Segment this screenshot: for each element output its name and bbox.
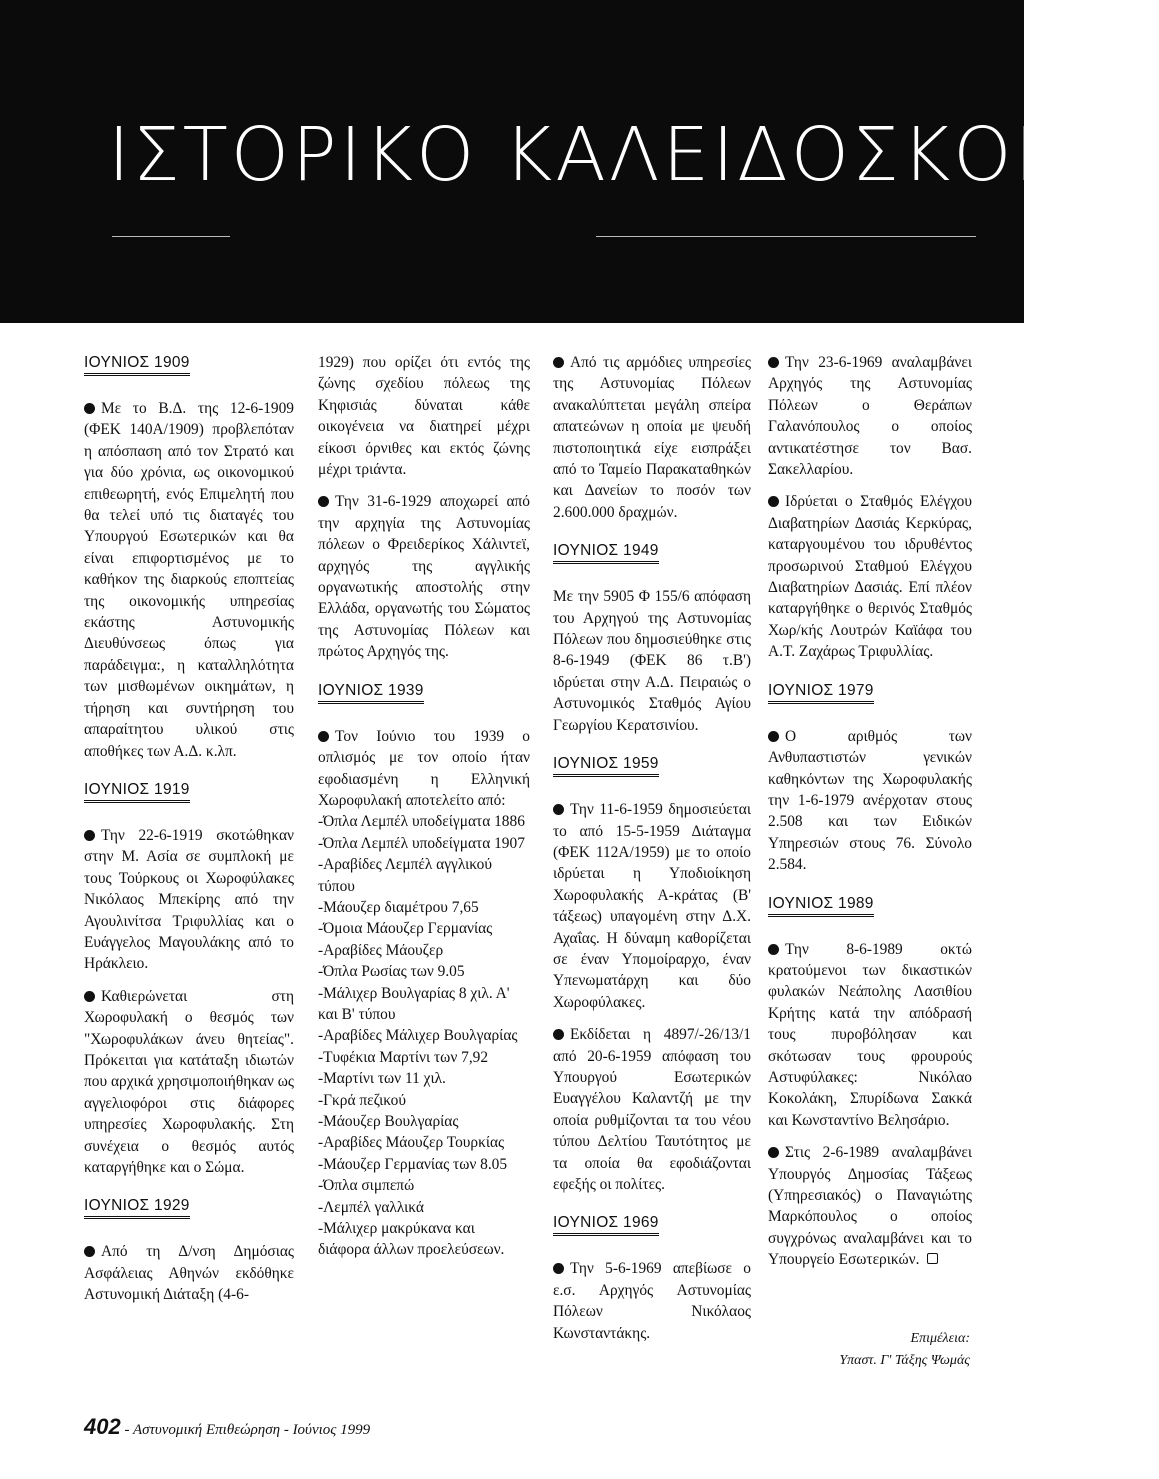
bullet-icon [553,357,564,368]
bullet-icon [553,1263,564,1274]
paragraph-text: 1929) που ορίζει ότι εντός της ζώνης σχεδίου πόλεως της Κηφισιάς δύναται κάθε οικογένεια να διατηρεί μέχρι είκοσι όρνιθες και εκτός ζώνης μέχρι τριάντα. [318,354,530,479]
end-mark-icon [927,1253,938,1264]
paragraph-text: Εκδίδεται η 4897/-26/13/1 από 20-6-1959 απόφαση του Υπουργού Εσωτερικών Ευαγγέλου Καλαντζή με την οποία ρυθμίζονται τα του νέου τύπου Δελτίου Ταυτότητος με τα οποία θα εφοδιάζονται εφεξής οι πολίτες. [553,1026,751,1193]
paragraph [553,1024,751,1195]
section-heading: ΙΟΥΝΙΟΣ 1959 [553,755,659,777]
section-heading: ΙΟΥΝΙΟΣ 1969 [553,1214,659,1236]
paragraph-text: Καθιερώνεται στη Χωροφυλακή ο θεσμός των "Χωροφυλάκων άνευ θητείας". Πρόκειται για κατάταξη ιδιωτών που αρχικά χρησιμοποιήθηκαν ως αγγελιοφόροι στις διάφορες υπηρεσίες Χωροφυλακής. Στη συνέχεια ο θεσμός αυτός καταργήθηκε και ο Σώμα. [84,987,294,1176]
section-heading: ΙΟΥΝΙΟΣ 1979 [768,682,874,704]
paragraph [318,491,530,662]
paragraph [553,1258,751,1344]
paragraph-text: Στις 2-6-1989 αναλαμβάνει Υπουργός Δημοσίας Τάξεως (Υπηρεσιακός) ο Παναγιώτης Μαρκόπουλος ο οποίος συγχρόνως αναλαμβάνει και το Υπουργείο Εσωτερικών. [768,1144,972,1269]
paragraph [84,398,294,762]
paragraph [84,986,294,1179]
paragraph-text: Από τις αρμόδιες υπηρεσίες της Αστυνομίας Πόλεων ανακαλύπτεται μεγάλη σπείρα απατεώνων η οποία με ψευδή πιστοποιητικά είχε εισπράξει από το Ταμείο Παρακαταθηκών και Δανείων το ποσόν των 2.600.000 δραχμών. [553,354,751,521]
list-item: -Όπλα Λεμπέλ υποδείγματα 1907 [318,834,525,852]
bullet-icon [768,731,779,742]
bullet-icon [553,804,564,815]
list-item: -Αραβίδες Λεμπέλ αγγλικού τύπου [318,856,492,895]
list-item: -Γκρά πεζικού [318,1091,406,1109]
paragraph-text: Την 31-6-1929 αποχωρεί από την αρχηγία της Αστυνομίας πόλεων ο Φρειδερίκος Χάλιντεϊ, αρχηγός της αγγλικής οργανωτικής αποστολής στην Ελλάδα, οργανωτής του Σώματος της Αστυνομίας Πόλεων και πρώτος Αρχηγός της. [318,493,530,661]
bullet-icon [768,496,779,507]
section-heading: ΙΟΥΝΙΟΣ 1909 [84,354,190,376]
bullet-icon [553,1029,564,1040]
paragraph [84,1241,294,1305]
section-heading: ΙΟΥΝΙΟΣ 1919 [84,781,190,803]
paragraph [553,352,751,523]
paragraph [553,799,751,1013]
paragraph-text: Την 23-6-1969 αναλαμβάνει Αρχηγός της Αστυνομίας Πόλεων ο Θεράπων Γαλανόπουλος ο οποίος αντικατέστησε τον Βασ. Σακελλαρίου. [768,354,972,479]
page-title: ΙΣΤΟΡΙΚΟ ΚΑΛΕΙΔΟΣΚΟΠΙΟ [108,112,1159,198]
section-heading: ΙΟΥΝΙΟΣ 1949 [553,542,659,564]
bullet-icon [84,403,95,414]
section-heading: ΙΟΥΝΙΟΣ 1929 [84,1197,190,1219]
paragraph [768,726,972,876]
paragraph [318,352,530,480]
section-heading: ΙΟΥΝΙΟΣ 1989 [768,895,874,917]
list-item: -Μάουζερ Γερμανίας των 8.05 [318,1155,508,1173]
paragraph-text: Ο αριθμός των Ανθυπαστιστών γενικών καθηκόντων της Χωροφυλακής την 1-6-1979 ανέρχοταν στους 2.508 και των Ειδικών Υπηρεσιών στους 76. Σύνολο 2.584. [768,727,972,874]
bullet-icon [318,731,329,742]
list-item: -Μάουζερ Βουλγαρίας [318,1113,459,1130]
footer-text: - Αστυνομική Επιθεώρηση - Ιούνιος 1999 [120,1422,371,1438]
banner-rule [596,236,976,237]
paragraph [768,491,972,662]
paragraph-text: Ιδρύεται ο Σταθμός Ελέγχου Διαβατηρίων Δασιάς Κερκύρας, καταργουμένου του ιδρυθέντος προσωρινού Σταθμού Ελέγχου Διαβατηρίων Δασιάς. Επί πλέον καταργήθηκε ο θερινός Σταθμός Χωρ/κής Λουτρών Καϊάφα του Α.Τ. Ζαχάρως Τριφυλλίας. [768,493,972,661]
column-4 [768,352,972,1282]
list-item: -Όπλα Ρωσίας των 9.05 [318,963,465,981]
paragraph [553,586,751,736]
list-item: -Όπλα σιμπεπώ [318,1177,415,1195]
section-heading: ΙΟΥΝΙΟΣ 1939 [318,682,424,704]
column-1 [84,352,294,1317]
paragraph-text: Με το Β.Δ. της 12-6-1909 (ΦΕΚ 140Α/1909) προβλεπόταν η απόσπαση από τον Στρατό και για δύο χρόνια, ως οικονομικού επιθεωρητή, ενός Επιμελητή που θα τελεί υπό τις διαταγές του Υπουργού Εσωτερικών και θα είναι επιφορτισμένος με το καθήκον της διαρκούς εποπτείας της οικονομικής υπηρεσίας εκάστης Αστυνομικής Διευθύνσεως όπως για παράδειγμα:, η καταλληλότητα των μισθωμένων οικημάτων, η τήρηση και συντήρηση του απαραίτητου υλικού στις αποθήκες των Α.Δ. κ.λπ. [84,400,294,760]
paragraph [84,825,294,975]
banner-rule [112,236,230,237]
page-number: 402 [84,1414,121,1439]
list-item: -Μάλιχερ μακρύκανα και διάφορα άλλων προελεύσεων. [318,1220,505,1259]
list-item: -Αραβίδες Μάλιχερ Βουλγαρίας [318,1027,518,1045]
bullet-icon [318,496,329,507]
paragraph-text: Από τη Δ/νση Δημόσιας Ασφάλειας Αθηνών εκδόθηκε Αστυνομική Διάταξη (4-6- [84,1243,294,1304]
paragraph-text: Την 11-6-1959 δημοσιεύεται το από 15-5-1959 Διάταγμα (ΦΕΚ 112Α/1959) με το οποίο ιδρύεται η Υποδιοίκηση Χωροφυλακής Α-κράτας (Β' τάξεως) υπαγομένη στην Δ.Χ. Αχαΐας. Η δύναμη καθορίζεται σε έναν Υπομοίραρχο, έναν Υπενωματάρχη και δύο Χωροφύλακες. [553,801,751,1011]
list-item: -Μάλιχερ Βουλγαρίας 8 χιλ. Α' και Β' τύπου [318,984,510,1023]
title-banner [0,0,1159,323]
bullet-icon [768,944,779,955]
list-item: -Λεμπέλ γαλλικά [318,1198,424,1216]
list-item: -Όμοια Μάουζερ Γερμανίας [318,920,493,938]
column-2 [318,352,530,1261]
bullet-icon [84,830,95,841]
paragraph-text: Με την 5905 Φ 155/6 απόφαση του Αρχηγού της Αστυνομίας Πόλεων που δημοσιεύθηκε στις 8-6-1949 (ΦΕΚ 86 τ.Β') ιδρύεται στην Α.Δ. Πειραιώς ο Αστυνομικός Σταθμός Αγίου Γεωργίου Κερατσινίου. [553,588,751,734]
page-footer [84,1414,370,1440]
bullet-icon [84,1246,95,1257]
bullet-icon [84,991,95,1002]
bullet-icon [768,1147,779,1158]
signature-label: Επιμέλεια: [910,1331,970,1346]
list-item: -Μαρτίνι των 11 χιλ. [318,1070,446,1088]
paragraph-text: Την 5-6-1969 απεβίωσε ο ε.σ. Αρχηγός Αστυνομίας Πόλεων Νικόλαος Κωνσταντάκης. [553,1260,751,1342]
paragraph-text: Την 8-6-1989 οκτώ κρατούμενοι των δικαστικών φυλακών Νεάπολης Λασιθίου Κρήτης κατά την απόδρασή τους πυροβόλησαν και σκότωσαν τους φρουρούς Αστυφύλακες: Νικόλαο Κοκολάκη, Σπυρίδωνα Σακκά και Κωνσταντίνο Βελησάριο. [768,940,972,1129]
paragraph [768,939,972,1132]
paragraph-text: Την 22-6-1919 σκοτώθηκαν στην Μ. Ασία σε συμπλοκή με τους Τούρκους οι Χωροφύλακες Νικόλαος Μπεκίρης από την Αγουλινίτσα Τριφυλλίας και ο Ευάγγελος Μαγουλάκης από το Ηράκλειο. [84,826,294,973]
paragraph [318,726,530,812]
list-item: -Αραβίδες Μάουζερ [318,941,444,959]
signature-name: Υπαστ. Γ' Τάξης Ψωμάς [839,1353,970,1368]
paragraph [768,352,972,480]
list-item: -Όπλα Λεμπέλ υποδείγματα 1886 [318,813,525,831]
list-item: -Αραβίδες Μάουζερ Τουρκίας [318,1134,505,1152]
paragraph-text: Τον Ιούνιο του 1939 ο οπλισμός με τον οποίο ήταν εφοδιασμένη η Ελληνική Χωροφυλακή αποτελείτο από: [318,727,530,809]
list-item: -Τυφέκια Μαρτίνι των 7,92 [318,1048,489,1066]
paragraph [768,1142,972,1270]
bullet-icon [768,357,779,368]
author-signature [790,1328,970,1372]
list-item: -Μάουζερ διαμέτρου 7,65 [318,898,479,916]
weapons-list [318,811,530,1261]
column-3 [553,352,751,1355]
